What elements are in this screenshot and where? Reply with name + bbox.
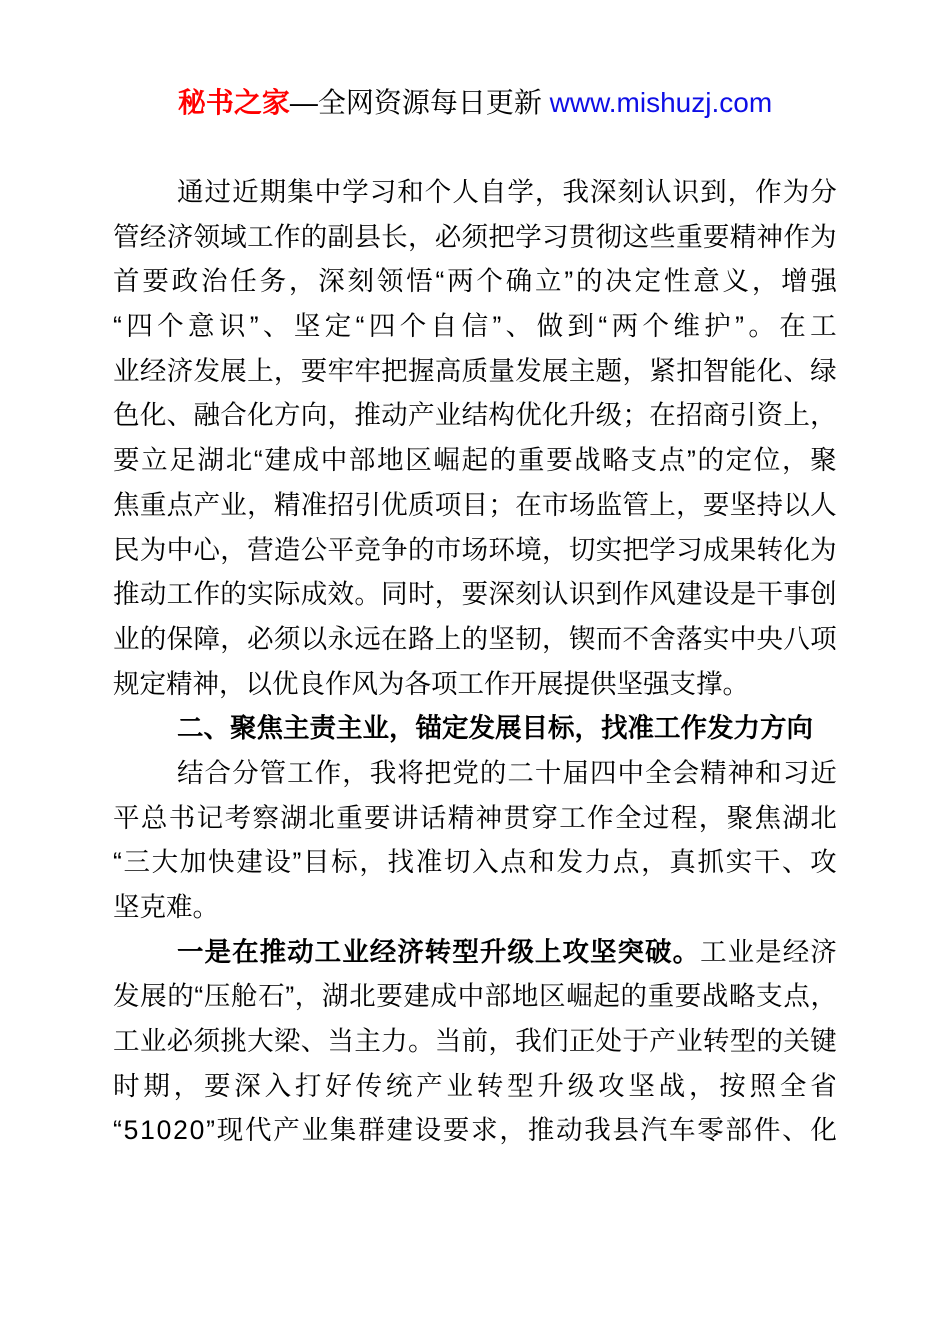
text-line: “ 5 1 0 2 0 ” 现 代 产 业 集 群 建 设 要 求 ， 推 动 我 县 汽 车 零 部 件 、 化: [113, 1115, 837, 1146]
text-line: 平 总 书 记 考 察 湖 北 重 要 讲 话 精 神 贯 穿 工 作 全 过 程 ， 聚 焦 湖 北: [113, 802, 837, 833]
text-line-emphasis: 一 是 在 推 动 工 业 经 济 转 型 升 级 上 攻 坚 突 破 。 工 业 是 经 济: [177, 936, 837, 967]
text-line: 业 经 济 发 展 上 ， 要 牢 牢 把 握 高 质 量 发 展 主 题 ， 紧 扣 智 能 化 、 绿: [113, 355, 837, 386]
text-line: 结 合 分 管 工 作 ， 我 将 把 党 的 二 十 届 四 中 全 会 精 神 和 习 近: [177, 757, 837, 788]
text-line: 业 的 保 障 ， 必 须 以 永 远 在 路 上 的 坚 韧 ， 锲 而 不 舍 落 实 中 央 八 项: [113, 623, 837, 654]
document-body: [113, 170, 837, 1153]
text-line: “ 三 大 加 快 建 设 ” 目 标 ， 找 准 切 入 点 和 发 力 点 ， 真 抓 实 干 、 攻: [113, 847, 837, 878]
text-line: 要 立 足 湖 北 “ 建 成 中 部 地 区 崛 起 的 重 要 战 略 支 点 ” 的 定 位 ， 聚: [113, 445, 837, 476]
text-line: 发 展 的 “ 压 舱 石 ” ， 湖 北 要 建 成 中 部 地 区 崛 起 的 重 要 战 略 支 点 ，: [113, 981, 837, 1012]
text-line-emphasis: [113, 706, 837, 751]
text-line: 色 化 、 融 合 化 方 向 ， 推 动 产 业 结 构 优 化 升 级 ； 在 招 商 引 资 上 ，: [113, 400, 837, 431]
text-line: 管 经 济 领 域 工 作 的 副 县 长 ， 必 须 把 学 习 贯 彻 这 些 重 要 精 神 作 为: [113, 221, 837, 252]
text-line: 时 期 ， 要 深 入 打 好 传 统 产 业 转 型 升 级 攻 坚 战 ， 按 照 全 省: [113, 1070, 837, 1101]
text-line: 通 过 近 期 集 中 学 习 和 个 人 自 学 ， 我 深 刻 认 识 到 ， 作 为 分: [177, 177, 837, 207]
text-line: 焦 重 点 产 业 ， 精 准 招 引 优 质 项 目 ； 在 市 场 监 管 上 ， 要 坚 持 以 人: [113, 489, 837, 520]
text-line: “ 四 个 意 识 ” 、 坚 定 “ 四 个 自 信 ” 、 做 到 “ 两 个 维 护 ” 。 在 工: [113, 311, 837, 342]
site-url-link[interactable]: www.mishuzj.com: [549, 87, 773, 118]
site-name: 秘书之家: [177, 87, 290, 118]
text-line: 推 动 工 作 的 实 际 成 效 。 同 时 ， 要 深 刻 认 识 到 作 风 建 设 是 干 事 创: [113, 579, 837, 610]
text-segment: 坚克难。: [113, 892, 219, 922]
text-line: 工 业 必 须 挑 大 梁 、 当 主 力 。 当 前 ， 我 们 正 处 于 产 业 转 型 的 关 键: [113, 1026, 837, 1057]
text-line: 首 要 政 治 任 务 ， 深 刻 领 悟 “ 两 个 确 立 ” 的 决 定 性 意 义 ， 增 强: [113, 266, 837, 297]
text-line: [113, 885, 837, 930]
text-line: [113, 662, 837, 707]
site-header: [0, 84, 950, 122]
site-tagline: —全网资源每日更新: [289, 87, 550, 118]
text-segment: 二、聚焦主责主业，锚定发展目标，找准工作发力方向: [177, 713, 813, 744]
text-segment: 规定精神，以优良作风为各项工作开展提供坚强支撑。: [113, 668, 749, 699]
text-line: 民 为 中 心 ， 营 造 公 平 竞 争 的 市 场 环 境 ， 切 实 把 学 习 成 果 转 化 为: [113, 534, 837, 565]
